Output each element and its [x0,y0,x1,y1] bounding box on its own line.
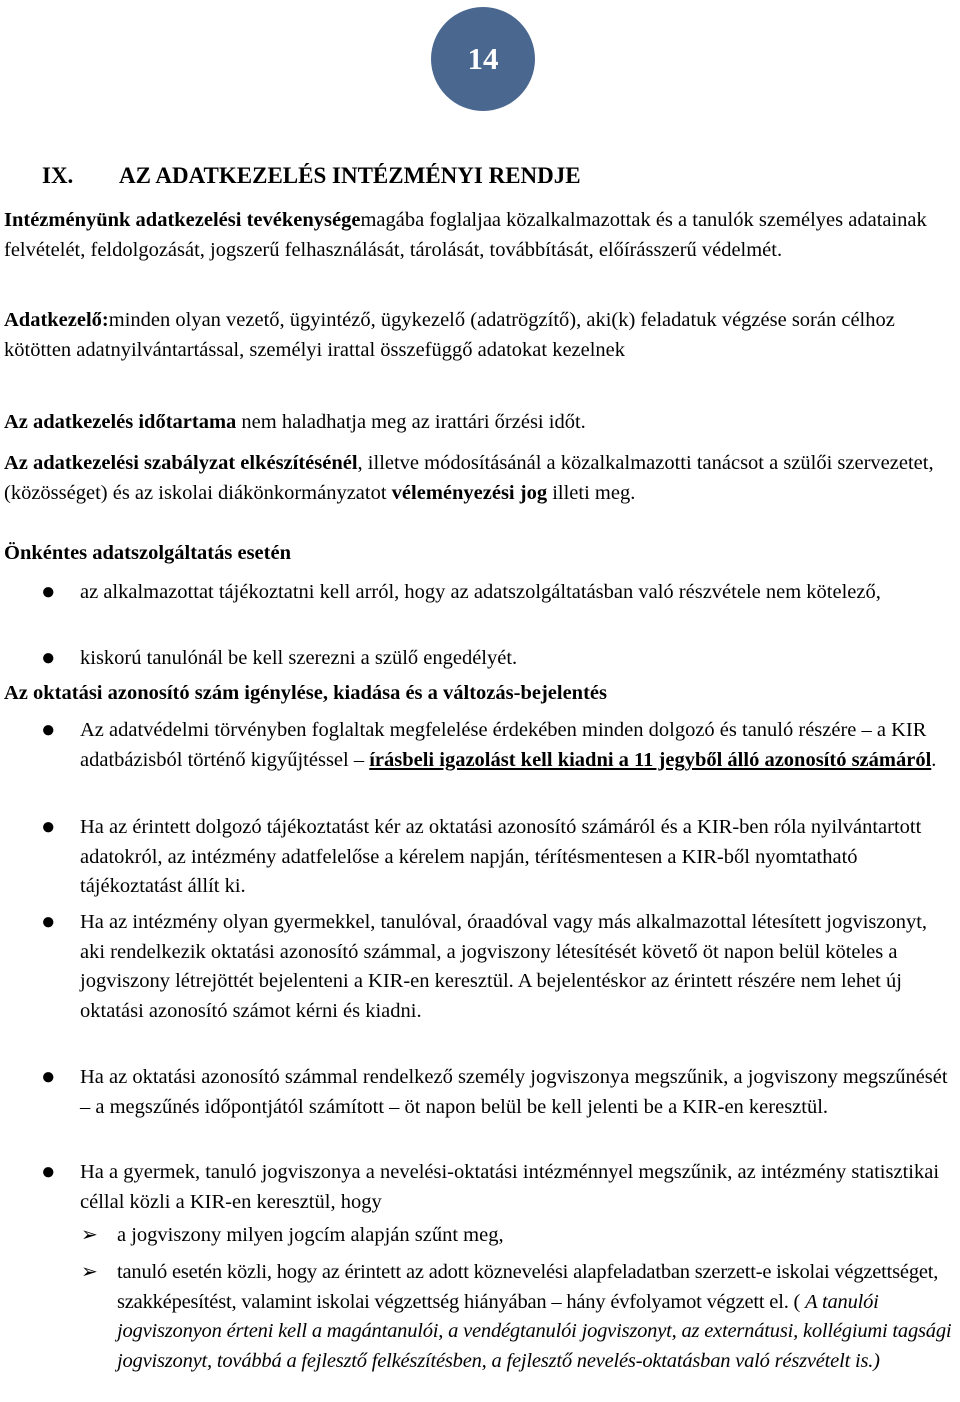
szabalyzat-text: , illetve módosításánál a közalkalmazotti tanácsot a szülői szervezetet, (közösséget) és az iskolai diákönkormányzatot [4,452,934,504]
oktatasi-bullet-3 [41,908,954,1026]
onkentes-heading: Önkéntes adatszolgáltatás esetén [4,542,291,564]
oktatasi-bullet-1-bold: írásbeli igazolást kell kiadni a 11 jegyből álló azonosító számáról [369,748,932,771]
oktatasi-subitem-2 [81,1258,954,1376]
onkentes-bullet-1 [41,578,954,608]
bullet-icon: ● [41,1159,56,1185]
oktatasi-bullet-2-text: Ha az érintett dolgozó tájékoztatást kér az oktatási azonosító számáról és a KIR-ben róla nyilvántartott adatokról, az intézmény adatfelelőse a kérelem napján, térítésmentesen a KIR-ből nyomtatható tájékoztatást állít ki. [80,816,922,897]
oktatasi-bullet-5 [41,1158,954,1217]
idotartam-text: nem haladhatja meg az irattári őrzési időt. [236,411,586,433]
oktatasi-bullet-2 [41,813,954,902]
szabalyzat-bold: Az adatkezelési szabályzat elkészítésénél [4,452,358,474]
bullet-icon: ● [41,717,56,743]
oktatasi-subitem-2-italic: A tanulói jogviszonyon érteni kell a magántanulói, a vendégtanulói jogviszonyt, az externátusi, kollégiumi tagsági jogviszonyt, továbbá a fejlesztő felkészítésben, a fejlesztő nevelés-oktatásban való részvételt is.) [117,1290,952,1372]
bullet-icon: ● [41,1064,56,1090]
onkentes-bullet-1-text: az alkalmazottat tájékoztatni kell arról, hogy az adatszolgáltatásban való részvétele nem kötelező, [80,581,881,603]
page-number-badge: 14 [431,7,535,111]
adatkezelo-bold: Adatkezelő: [4,309,109,331]
onkentes-bullet-2-text: kiskorú tanulónál be kell szerezni a szülő engedélyét. [80,647,518,669]
oktatasi-bullet-4-text: Ha az oktatási azonosító számmal rendelkező személy jogviszonya megszűnik, a jogviszony megszűnését – a megszűnés időpontjától számított – öt napon belül be kell jelenti be a KIR-en keresztül. [80,1066,948,1118]
oktatasi-heading: Az oktatási azonosító szám igénylése, kiadása és a változás-bejelentés [4,682,607,704]
oktatasi-bullet-5-text: Ha a gyermek, tanuló jogviszonya a nevelési-oktatási intézménnyel megszűnik, az intézmény statisztikai céllal közli a KIR-en keresztül, hogy [80,1161,940,1213]
oktatasi-subitem-1-text: a jogviszony milyen jogcím alapján szűnt meg, [117,1224,504,1246]
idotartam-paragraph [4,408,956,438]
oktatasi-subitem-2-text: tanuló esetén közli, hogy az érintett az adott köznevelési alapfeladatban szerzett-e iskolai végzettséget, szakképesítést, valamint iskolai végzettség hiányában – hány évfolyamot végzett el. ( [117,1261,939,1313]
section-heading [42,163,581,189]
intro-paragraph [4,206,956,265]
arrow-icon: ➢ [81,1224,98,1246]
section-title: AZ ADATKEZELÉS INTÉZMÉNYI RENDJE [119,163,581,188]
szabalyzat-bold-2: véleményezési jog [391,481,548,504]
adatkezelo-paragraph [4,306,956,365]
oktatasi-bullet-3-text: Ha az intézmény olyan gyermekkel, tanulóval, óraadóval vagy más alkalmazottal létesített jogviszonyt, aki rendelkezik oktatási azonosító számmal, a jogviszony létesítését követő öt napon belül köteles a jogviszony létrejöttét bejelenteni a KIR-en keresztül. A bejelentéskor az érintett részére nem lehet új oktatási azonosító számot kérni és kiadni. [80,911,928,1022]
oktatasi-bullet-4 [41,1063,954,1122]
adatkezelo-text: minden olyan vezető, ügyintéző, ügykezelő (adatrögzítő), aki(k) feladatuk végzése során célhoz kötötten adatnyilvántartással, személyi irattal összefüggő adatokat kezelnek [4,309,895,361]
bullet-icon: ● [41,645,56,671]
oktatasi-bullet-1-end: . [931,748,937,771]
intro-bold: Intézményünk adatkezelési tevékenysége [4,209,361,231]
bullet-icon: ● [41,579,56,605]
bullet-icon: ● [41,814,56,840]
intro-text: magába foglaljaa közalkalmazottak és a tanulók személyes adatainak felvételét, feldolgozását, jogszerű felhasználását, tárolását, továbbítását, előírásszerű védelmét. [4,209,927,261]
onkentes-bullet-2 [41,644,954,674]
szabalyzat-paragraph [4,449,956,508]
section-number: IX. [42,163,74,188]
oktatasi-subitem-1 [81,1221,954,1251]
arrow-icon: ➢ [81,1261,98,1283]
oktatasi-bullet-1 [41,716,954,775]
szabalyzat-end: illeti meg. [547,481,636,504]
oktatasi-bullet-1-text: Az adatvédelmi törvényben foglaltak megfelelése érdekében minden dolgozó és tanuló részére – a KIR adatbázisból történő kigyűjtéssel – [80,719,927,771]
idotartam-bold: Az adatkezelés időtartama [4,411,237,433]
bullet-icon: ● [41,909,56,935]
